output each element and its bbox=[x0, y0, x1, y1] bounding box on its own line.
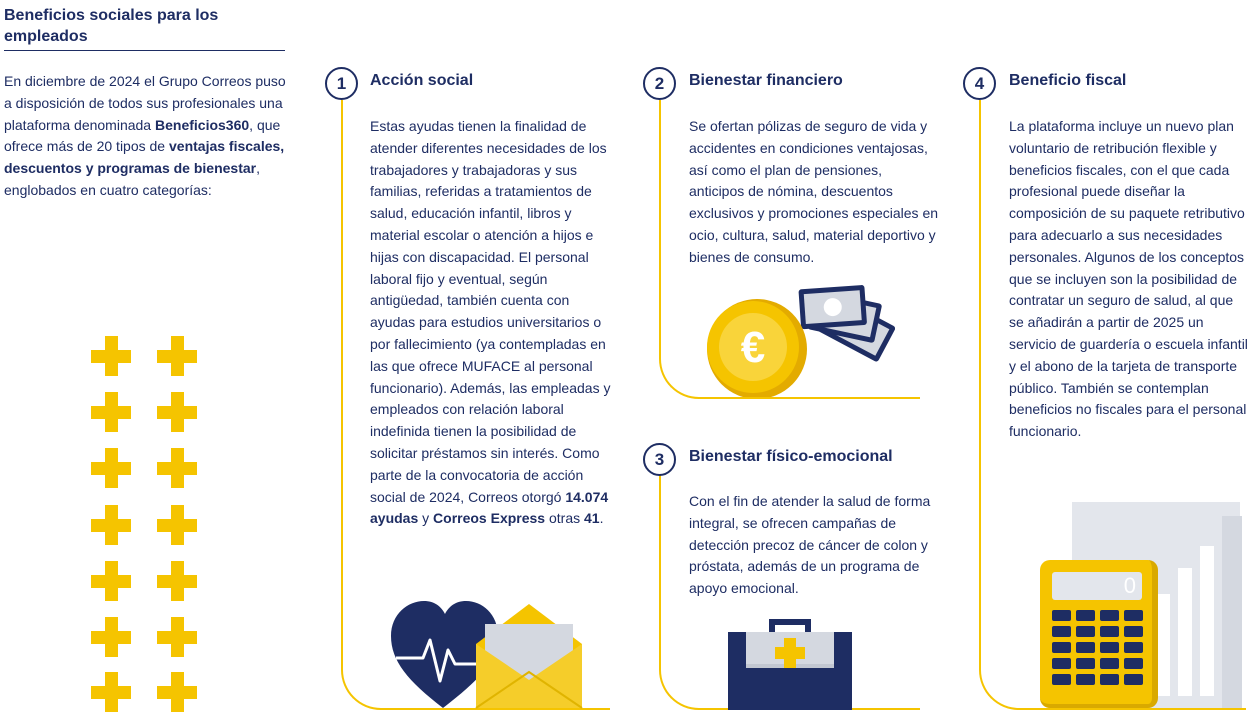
acc-bold-1: 14.074 ayudas bbox=[370, 488, 609, 527]
euro-symbol: € bbox=[740, 323, 766, 372]
plus-icon bbox=[157, 672, 197, 712]
intro-paragraph bbox=[4, 71, 286, 202]
intro-text-3: , englobados en cuatro categorías: bbox=[4, 160, 260, 198]
category-text-bienestar-fisico-emocional: Con el fin de atender la salud de forma integral, se ofrecen campañas de detección precoz de cáncer de colon y próstata, además de un programa de apoyo emocional. bbox=[689, 493, 931, 597]
category-text-beneficio-fiscal: La plataforma incluye un nuevo plan voluntario de retribución flexible y beneficios fiscales, con el que cada profesional puede diseñar la composición de su paquete retributivo para adecuarlo a sus necesidades personales. Algunos de los conceptos que se incluyen son la posibilidad de contratar un seguro de salud, al que se añadirán a partir de 2025 un servicio de guardería o escuela infantil y el abono de la tarjeta de transporte público. También se contemplan beneficios no fiscales para el personal funcionario. bbox=[1009, 118, 1248, 440]
intro-text-1: En diciembre de 2024 el Grupo Correos puso a disposición de todos sus profesionales una plataforma denominada bbox=[4, 73, 286, 133]
intro-bold-2: ventajas fiscales, descuentos y programas de bienestar bbox=[4, 138, 285, 177]
plus-icon bbox=[157, 448, 197, 488]
category-text-accion-social bbox=[370, 116, 615, 530]
acc-text-1: Estas ayudas tienen la finalidad de atender diferentes necesidades de los trabajadores y trabajadoras y sus familias, referidas a tratamientos de salud, educación infantil, libros y material escolar o atención a hijos e hijas con discapacidad. El personal laboral fijo y eventual, según antigüedad, también cuenta con ayudas para estudios universitarios o por fallecimiento (ya contempladas en las que ofrece MUFACE al personal funcionario). Además, las empleadas y empleados con relación laboral indefinida tienen la posibilidad de solicitar préstamos sin interés. Como parte de la convocatoria de acción social de 2024, Correos otorgó bbox=[370, 118, 611, 505]
category-number-3: 3 bbox=[643, 443, 676, 476]
category-heading-bienestar-financiero: Bienestar financiero bbox=[689, 72, 843, 89]
heart-envelope-icon bbox=[388, 596, 588, 711]
first-aid-kit-icon bbox=[728, 618, 852, 710]
intro-bold-1: Beneficios360 bbox=[155, 116, 250, 133]
plus-icon bbox=[91, 505, 131, 545]
category-text-bienestar-financiero: Se ofertan pólizas de seguro de vida y accidentes en condiciones ventajosas, así como el plan de pensiones, anticipos de nómina, descuentos exclusivos y promociones especiales en ocio, cultura, salud, material deportivo y bienes de consumo. bbox=[689, 118, 939, 265]
category-heading-beneficio-fiscal: Beneficio fiscal bbox=[1009, 72, 1127, 89]
acc-bold-3: 41 bbox=[584, 510, 600, 527]
page-title: Beneficios sociales para los empleados bbox=[4, 7, 219, 45]
plus-icon bbox=[91, 336, 131, 376]
acc-text-4: . bbox=[599, 510, 604, 527]
calculator-icon bbox=[1040, 560, 1158, 708]
plus-icon bbox=[157, 617, 197, 657]
category-heading-accion-social: Acción social bbox=[370, 72, 474, 89]
plus-icon bbox=[157, 561, 197, 601]
plus-icon bbox=[91, 561, 131, 601]
plus-icon bbox=[157, 392, 197, 432]
plus-icon bbox=[157, 336, 197, 376]
category-number-1: 1 bbox=[325, 67, 358, 100]
title-divider bbox=[4, 50, 285, 51]
plus-icon bbox=[91, 672, 131, 712]
acc-text-3: otras bbox=[545, 510, 584, 527]
plus-icon bbox=[157, 505, 197, 545]
plus-icon bbox=[91, 617, 131, 657]
coin-banknotes-icon bbox=[705, 285, 895, 397]
calculator-keypad bbox=[1052, 610, 1144, 700]
plus-icon bbox=[91, 392, 131, 432]
calculator-display: 0 bbox=[1052, 572, 1142, 600]
intro-text-2: , que ofrece más de 20 tipos de bbox=[4, 116, 281, 155]
category-heading-bienestar-fisico-emocional: Bienestar físico-emocional bbox=[689, 448, 893, 465]
category-number-2: 2 bbox=[643, 67, 676, 100]
acc-text-2: y bbox=[418, 510, 434, 527]
timeline-base-2 bbox=[698, 397, 920, 399]
plus-icon bbox=[91, 448, 131, 488]
category-number-4: 4 bbox=[963, 67, 996, 100]
acc-bold-2: Correos Express bbox=[433, 510, 546, 527]
